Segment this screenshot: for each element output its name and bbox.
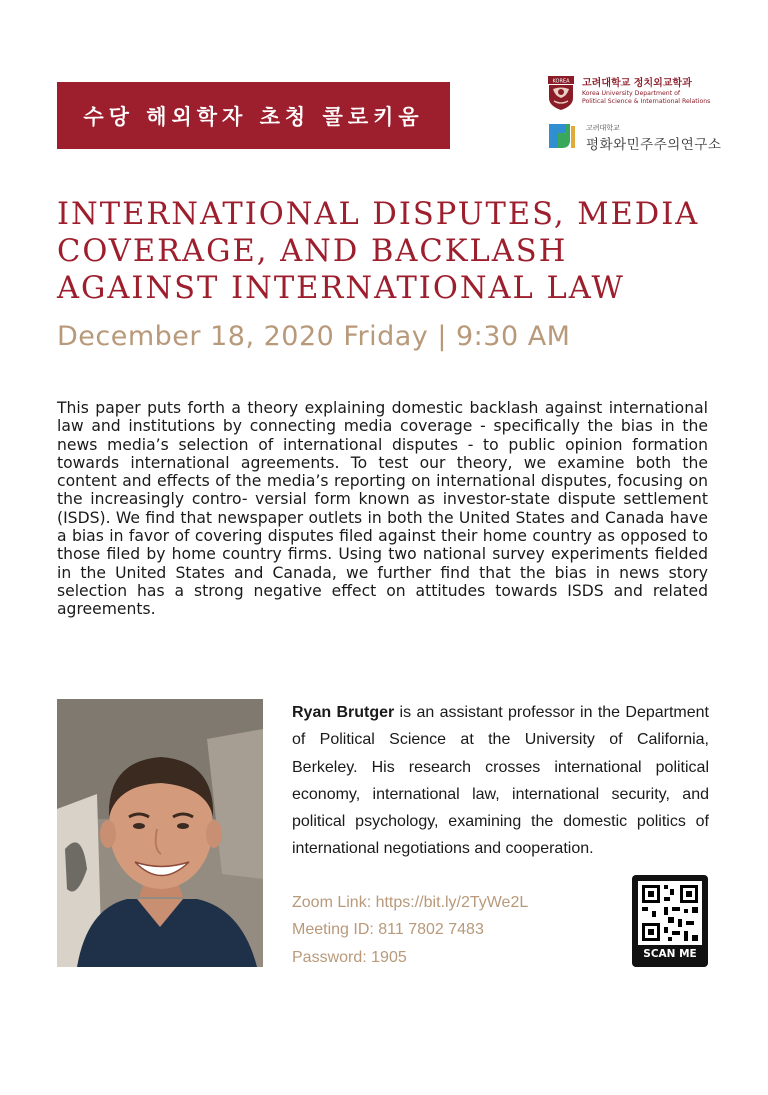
university-name-ko: 고려대학교 정치외교학과 xyxy=(582,78,692,89)
abstract-text: This paper puts forth a theory explaining domestic backlash against international law and institutions by connecting media coverage - specifically the bias in the news media’s selection of international disputes - to public opinion formation towards international agreements. To test our theory, we examine both the content and effects of the media’s reporting on international disputes, focusing on the increasingly contro- versial form known as investor-state dispute settlement (ISDS). We find that newspaper outlets in both the United States and Canada have a bias in favor of covering disputes filed against their home country as opposed to those filed by home country firms. Using two national survey experiments fielded in the United States and Canada, we further find that the bias in news story selection has a strong negative effect on attitudes towards ISDS and related agreements. xyxy=(57,399,708,619)
university-name-en-2: Political Science & International Relations xyxy=(582,98,711,105)
university-seal-icon xyxy=(548,76,574,110)
qr-code[interactable] xyxy=(632,875,708,967)
speaker-name: Ryan Brutger xyxy=(292,704,395,721)
scan-me-label: SCAN ME xyxy=(643,948,697,960)
meeting-info xyxy=(292,889,528,971)
event-date: December 18, 2020 Friday | 9:30 AM xyxy=(57,321,571,352)
speaker-bio xyxy=(292,699,709,863)
institute-university-label: 고려대학교 xyxy=(586,124,620,132)
seal-text: KOREA xyxy=(552,78,570,85)
speaker-photo xyxy=(57,699,263,967)
title-line-2: COVERAGE, AND BACKLASH xyxy=(57,234,568,269)
speaker-portrait-image xyxy=(57,699,263,967)
colloquium-banner: 수당 해외학자 초청 콜로키움 xyxy=(57,82,450,149)
title-line-3: AGAINST INTERNATIONAL LAW xyxy=(57,271,625,306)
institute-name: 평화와민주주의연구소 xyxy=(586,137,722,153)
meeting-password: Password: 1905 xyxy=(292,948,407,966)
zoom-link[interactable]: Zoom Link: https://bit.ly/2TyWe2L xyxy=(292,894,529,911)
institute-logo xyxy=(548,122,738,152)
institute-mark-icon xyxy=(548,122,576,150)
talk-title xyxy=(57,196,737,307)
title-line-1: INTERNATIONAL DISPUTES, MEDIA xyxy=(57,197,700,232)
speaker-bio-text: is an assistant professor in the Department of Political Science at the University of California, Berkeley. His research crosses international political economy, international law, international security, and political psychology, examining the domestic politics of international negotiations and cooperation. xyxy=(292,704,709,858)
university-name-en-1: Korea University Department of xyxy=(582,90,681,97)
qr-code-icon xyxy=(638,881,702,945)
korea-university-logo xyxy=(548,76,738,114)
meeting-id: Meeting ID: 811 7802 7483 xyxy=(292,921,484,939)
